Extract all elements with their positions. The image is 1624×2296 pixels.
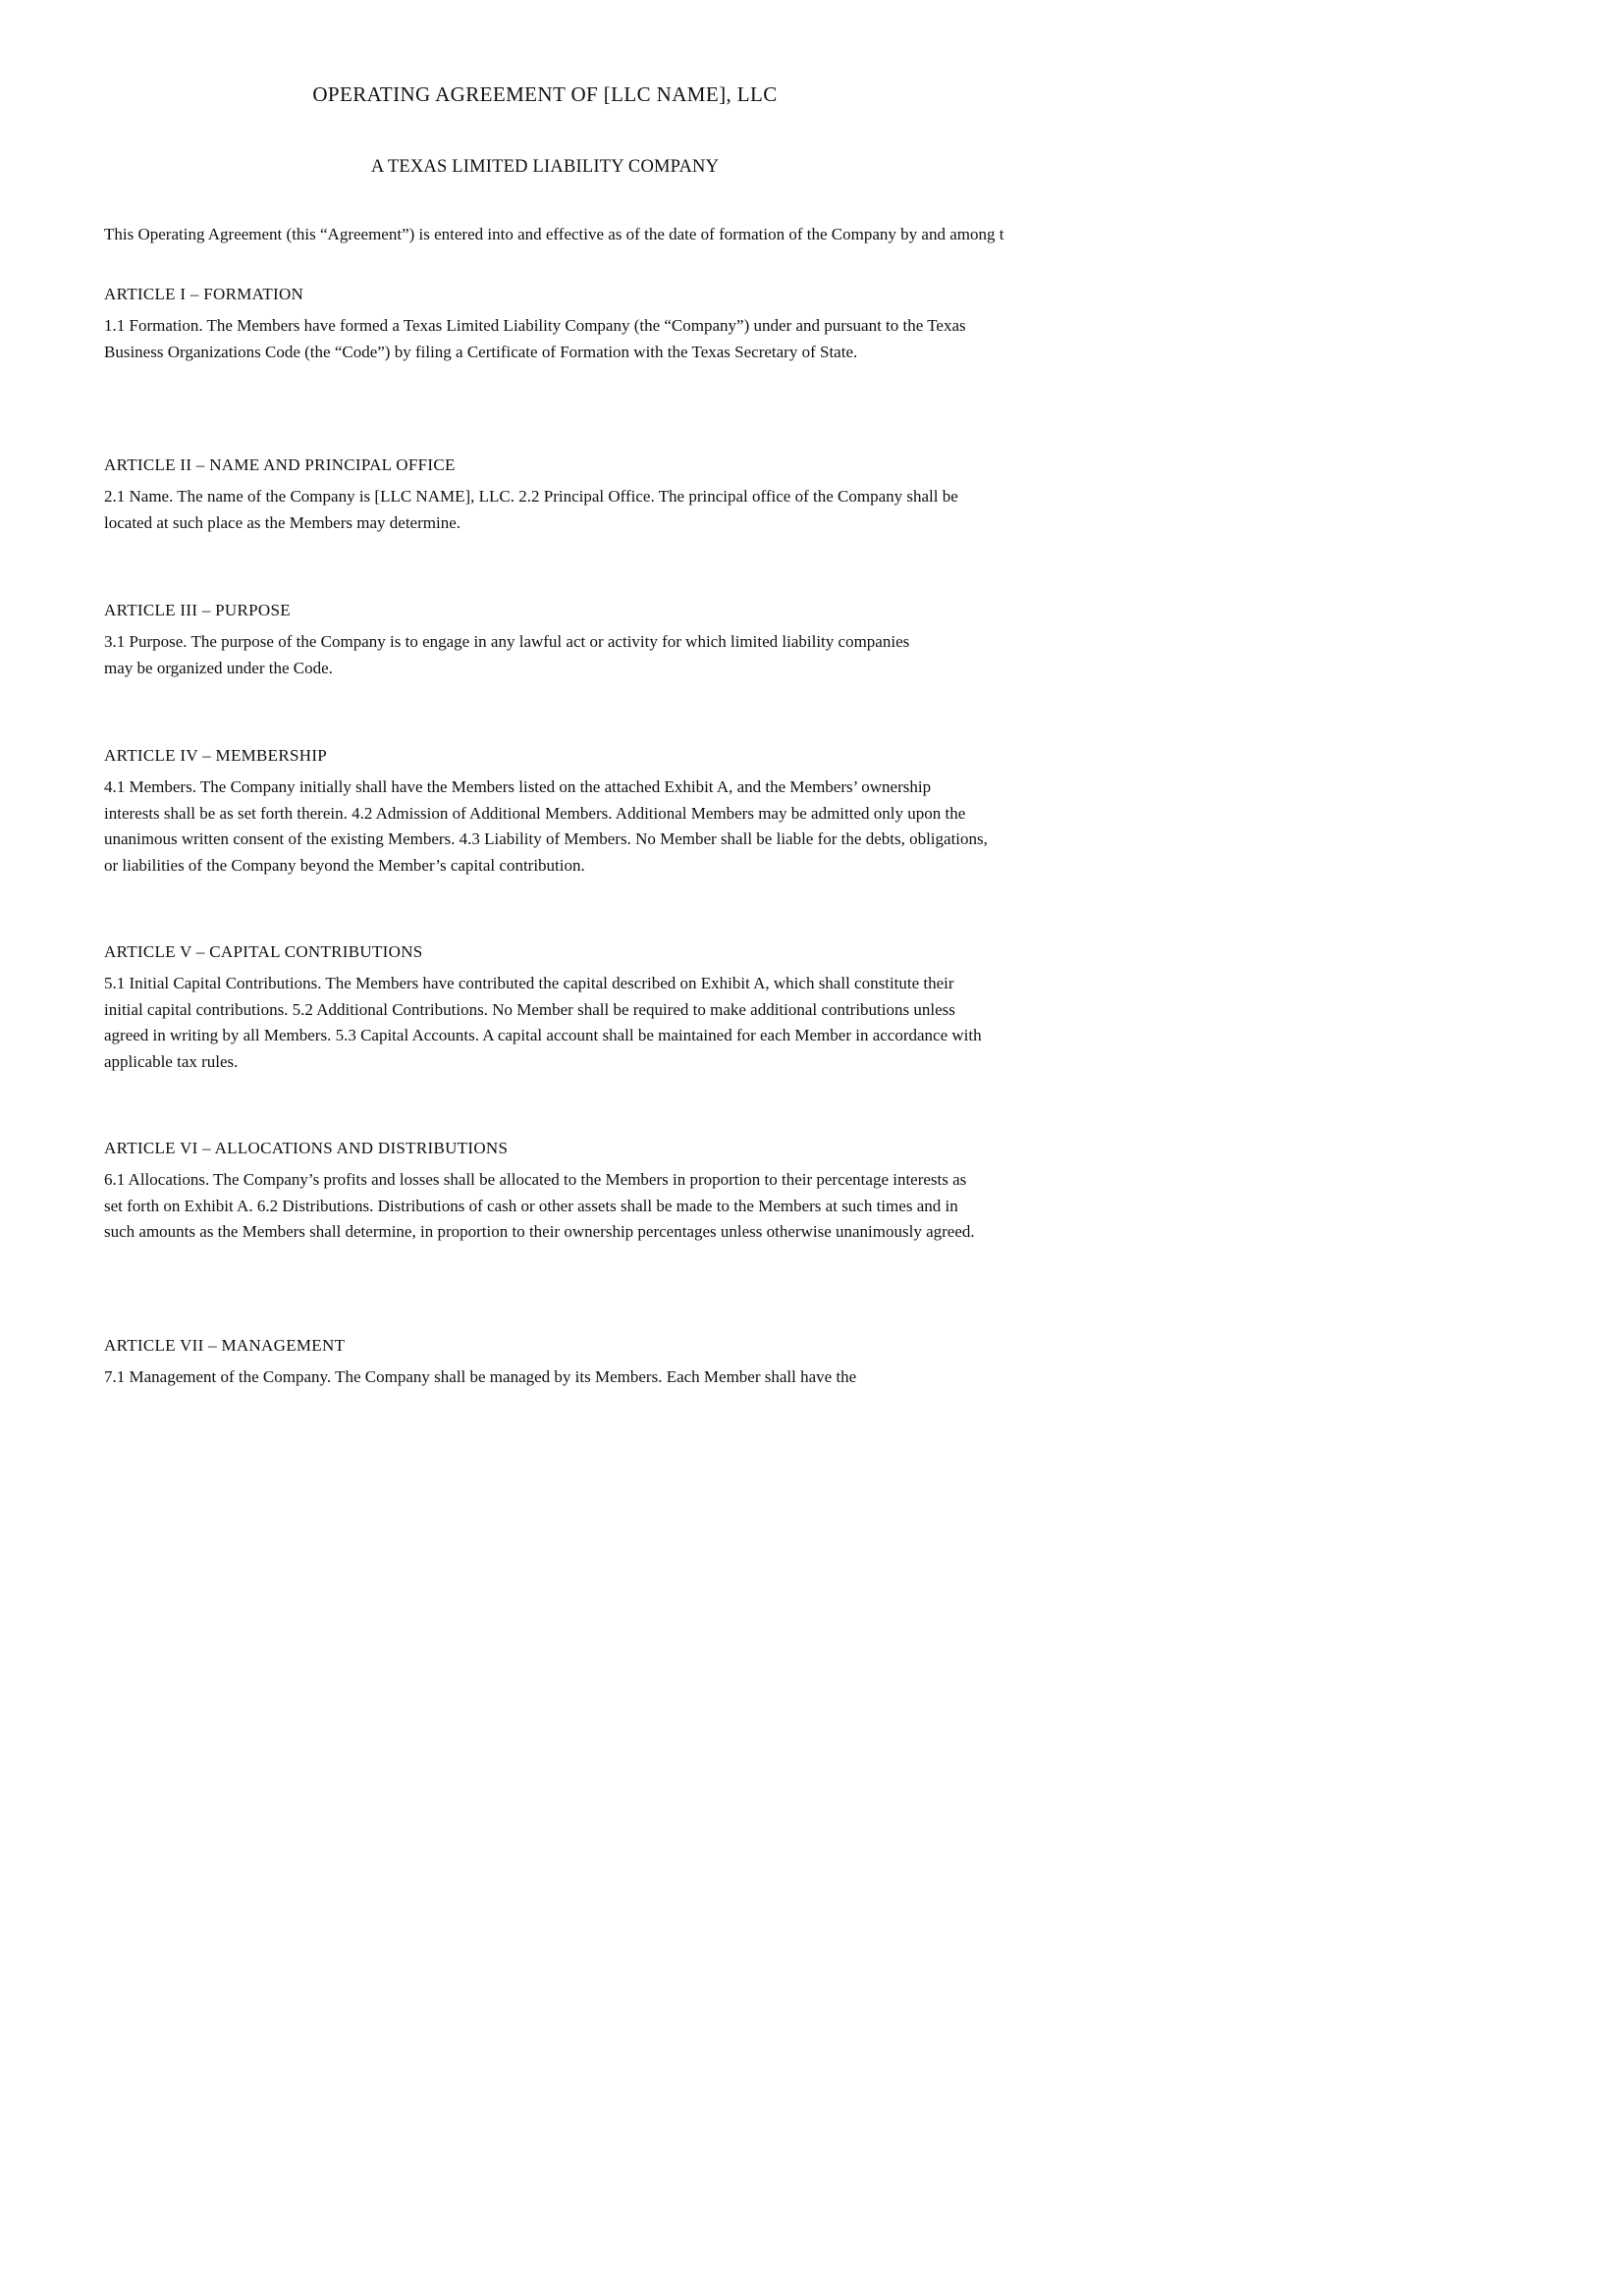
article-formation (104, 284, 988, 365)
article-heading: ARTICLE VI – ALLOCATIONS AND DISTRIBUTIONS (104, 1139, 509, 1157)
article-management (104, 1335, 988, 1391)
article-body: 4.1 Members. The Company initially shall have the Members listed on the attached Exhibit A, and the Members’ ownership interests shall be as set forth therein. 4.2 Admission of Additional Members. Additional Members may be admitted only upon the unanimous written consent of the existing Members. 4.3 Liability of Members. No Member shall be liable for the debts, obligations, or liabilities of the Company beyond the Member’s capital contribution. (104, 777, 988, 875)
intro-paragraph: This Operating Agreement (this “Agreement”) is entered into and effective as of the date of formation of the Company by and among t (104, 225, 1004, 243)
article-body: 3.1 Purpose. The purpose of the Company is to engage in any lawful act or activity for which limited liability companies may be organized under the Code. (104, 632, 910, 677)
article-body: 1.1 Formation. The Members have formed a Texas Limited Liability Company (the “Company”) under and pursuant to the Texas Business Organizations Code (the “Code”) by filing a Certificate of Formation with the Texas Secretary of State. (104, 316, 966, 361)
article-heading: ARTICLE III – PURPOSE (104, 601, 291, 619)
article-body: 2.1 Name. The name of the Company is [LLC NAME], LLC. 2.2 Principal Office. The principal office of the Company shall be located at such place as the Members may determine. (104, 487, 958, 532)
article-name-and-principal-office (104, 454, 988, 536)
document-page (0, 0, 1090, 1540)
article-heading: ARTICLE IV – MEMBERSHIP (104, 746, 328, 765)
article-body: 5.1 Initial Capital Contributions. The Members have contributed the capital described on Exhibit A, which shall constitute their initial capital contributions. 5.2 Additional Contributions. No Member shall be required to make additional contributions unless agreed in writing by all Members. 5.3 Capital Accounts. A capital account shall be maintained for each Member in accordance with applicable tax rules. (104, 974, 982, 1071)
article-heading: ARTICLE VII – MANAGEMENT (104, 1336, 346, 1355)
document-title: OPERATING AGREEMENT OF [LLC NAME], LLC (312, 82, 778, 106)
article-heading: ARTICLE I – FORMATION (104, 285, 304, 303)
document-subtitle: A TEXAS LIMITED LIABILITY COMPANY (370, 157, 720, 177)
article-allocations-and-distributions (104, 1138, 988, 1246)
article-body: 6.1 Allocations. The Company’s profits and losses shall be allocated to the Members in proportion to their percentage interests as set forth on Exhibit A. 6.2 Distributions. Distributions of cash or other assets shall be made to the Members at such times and in such amounts as the Members shall determine, in proportion to their ownership percentages unless otherwise unanimously agreed. (104, 1170, 975, 1241)
article-capital-contributions (104, 941, 988, 1075)
article-purpose (104, 600, 988, 681)
article-body: 7.1 Management of the Company. The Company shall be managed by its Members. Each Member shall have the (104, 1367, 857, 1386)
article-membership (104, 745, 988, 879)
article-heading: ARTICLE V – CAPITAL CONTRIBUTIONS (104, 942, 423, 961)
article-heading: ARTICLE II – NAME AND PRINCIPAL OFFICE (104, 455, 456, 474)
